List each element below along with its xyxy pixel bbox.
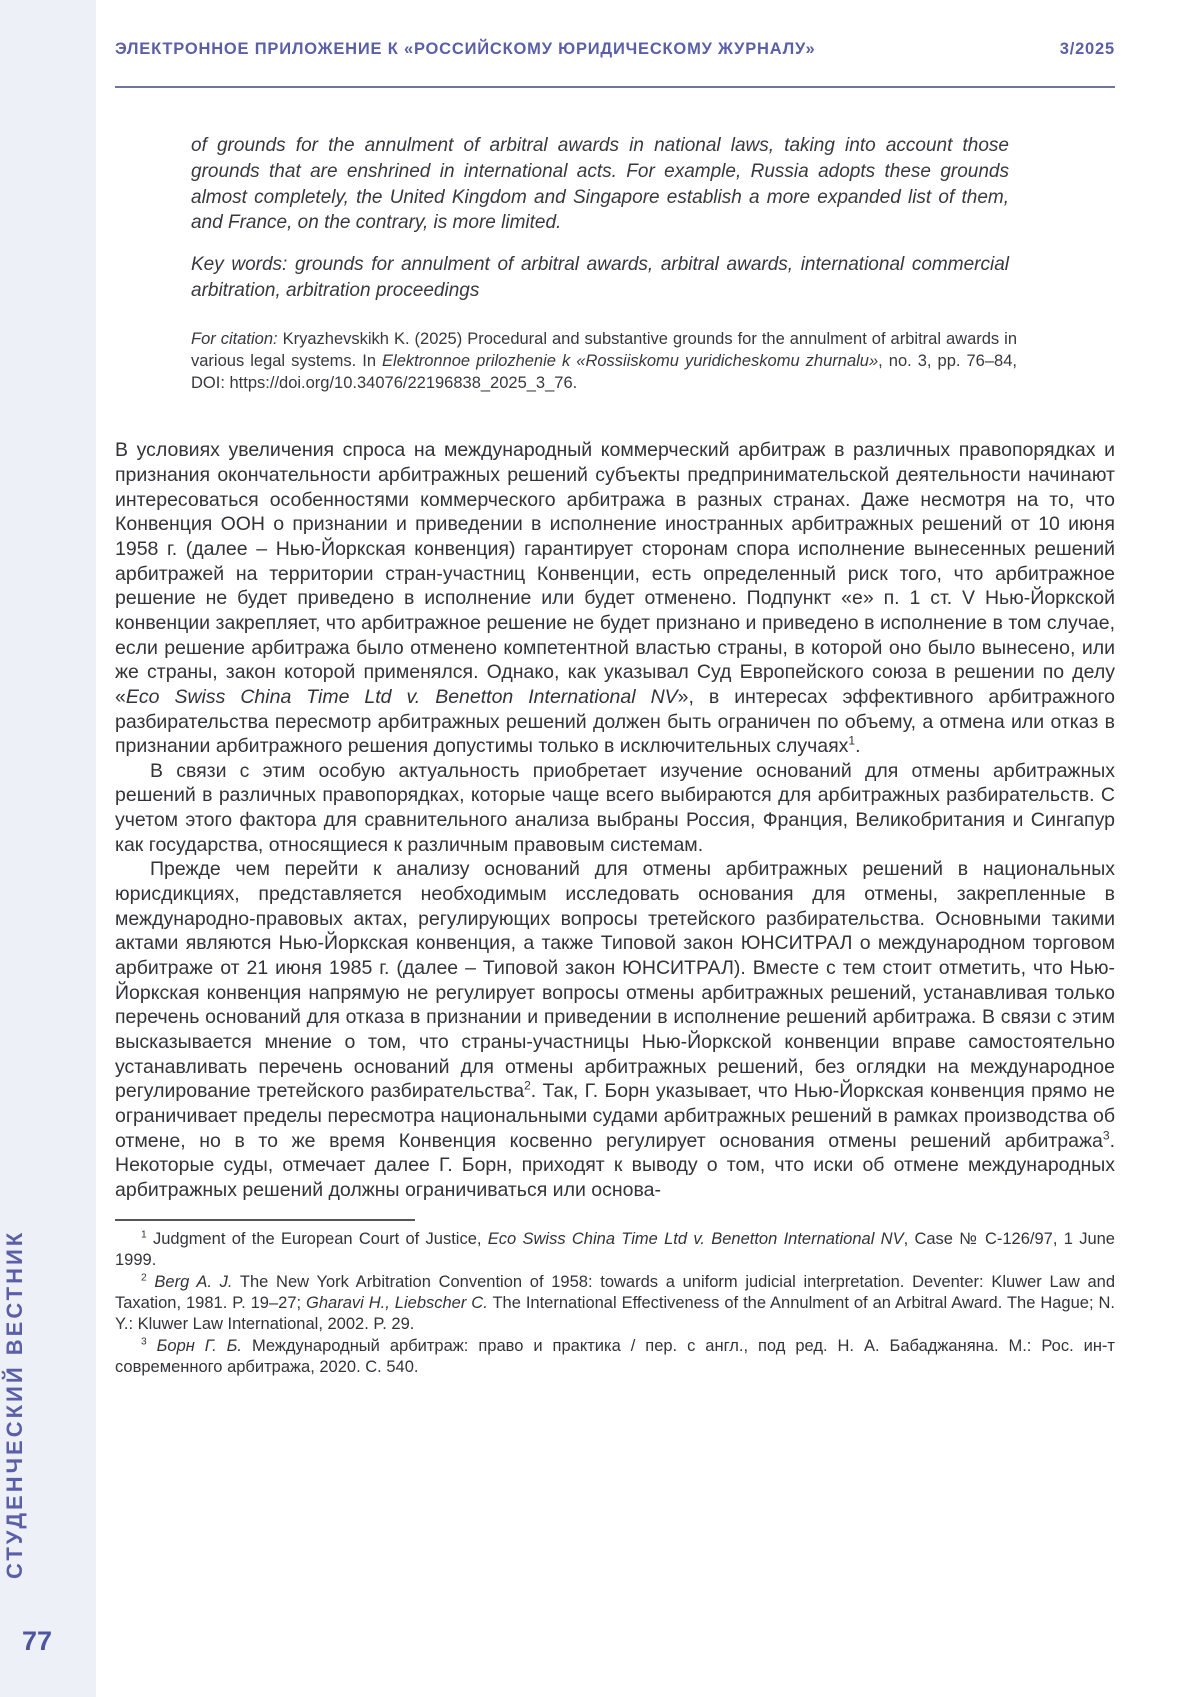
body-paragraph-2: В связи с этим особую актуальность приобретает изучение оснований для отмены арбитражных решений в различных правопорядках, которые чаще всего выбираются для арбитражных разбирательств. С учетом этого фактора для сравнительного анализа выбраны Россия, Франция, Великобритания и Сингапур как государства, относящиеся к различным правовым системам.: [115, 759, 1115, 856]
journal-title: ЭЛЕКТРОННОЕ ПРИЛОЖЕНИЕ К «РОССИЙСКОМУ ЮРИДИЧЕСКОМУ ЖУРНАЛУ»: [115, 40, 816, 58]
page-header: [115, 40, 1115, 59]
article-body: [115, 438, 1115, 1202]
abstract-text: of grounds for the annulment of arbitral awards in national laws, taking into account those grounds that are enshrined in international acts. For example, Russia adopts these grounds almost completely, the United Kingdom and Singapore establish a more expanded list of them, and France, on the contrary, is more limited.: [191, 135, 1009, 234]
citation-text: For citation: Kryazhevskikh K. (2025) Procedural and substantive grounds for the annulment of arbitral awards in various legal systems. In Elektronnoe prilozhenie k «Rossiiskomu yuridicheskomu zhurnalu», no. 3, pp. 76–84, DOI: https://doi.org/10.34076/22196838_2025_3_76.: [191, 329, 1017, 393]
section-label-vertical: СТУДЕНЧЕСКИЙ ВЕСТНИК: [2, 1229, 27, 1579]
footnote-1: $^1$ Judgment of the European Court of Justice, Eco Swiss China Time Ltd v. Benetton International NV, Case № C-126/97, 1 June 1999.: [115, 1229, 1115, 1270]
body-paragraph-3: Прежде чем перейти к анализу оснований для отмены арбитражных решений в национальных юрисдикциях, представляется необходимым исследовать основания для отмены, закрепленные в международно-правовых актах, регулирующих вопросы третейского разбирательства. Основными такими актами являются Нью-Йоркская конвенция, а также Типовой закон ЮНСИТРАЛ о международном торговом арбитраже от 21 июня 1985 г. (далее – Типовой закон ЮНСИТРАЛ). Вместе с тем стоит отметить, что Нью-Йоркская конвенция напрямую не регулирует вопросы отмены арбитражных решений, устанавливая только перечень оснований для отказа в признании и приведении в исполнение решений арбитража. В связи с этим высказывается мнение о том, что страны-участницы Нью-Йоркской конвенции вправе самостоятельно устанавливать перечень оснований для отмены арбитражных решений, без оглядки на международное регулирование третейского разбирательства$^2$. Так, Г. Борн указывает, что Нью-Йоркская конвенция прямо не ограничивает пределы пересмотра национальными судами арбитражных решений в рамках производства об отмене, но в то же время Конвенция косвенно регулирует основания отмены решений арбитража$^3$. Некоторые суды, отмечает далее Г. Борн, приходят к выводу о том, что иски об отмене международных арбитражных решений должны ограничиваться или основа-: [115, 858, 1115, 1201]
header-rule: [115, 86, 1115, 88]
footnote-2: $^2$ Berg A. J. The New York Arbitration Convention of 1958: towards a uniform judicial interpretation. Deventer: Kluwer Law and Taxation, 1981. P. 19–27; Gharavi H., Liebscher C. The International Effectiveness of the Annulment of an Arbitral Award. The Hague; N. Y.: Kluwer Law International, 2002. P. 29.: [115, 1272, 1115, 1334]
issue-number: 3/2025: [1059, 40, 1115, 58]
footnote-divider: [115, 1219, 415, 1221]
keywords-text: Key words: grounds for annulment of arbitral awards, arbitral awards, international commercial arbitration, arbitration proceedings: [191, 254, 1009, 302]
body-paragraph-1: В условиях увеличения спроса на международный коммерческий арбитраж в различных правопорядках и признания окончательности арбитражных решений субъекты предпринимательской деятельности начинают интересоваться особенностями коммерческого арбитража в разных странах. Даже несмотря на то, что Конвенция ООН о признании и приведении в исполнение иностранных арбитражных решений от 10 июня 1958 г. (далее – Нью-Йоркская конвенция) гарантирует сторонам спора исполнение вынесенных решений арбитражей на территории стран-участниц Конвенции, есть определенный риск того, что арбитражное решение не будет приведено в исполнение или будет отменено. Подпункт «е» п. 1 ст. V Нью-Йоркской конвенции закрепляет, что арбитражное решение не будет признано и приведено в исполнение в том случае, если решение арбитража было отменено компетентной властью страны, в которой оно было вынесено, или же страны, закон которой применялся. Однако, как указывал Суд Европейского союза в решении по делу «Eco Swiss China Time Ltd v. Benetton International NV», в интересах эффективного арбитражного разбирательства пересмотр арбитражных решений должен быть ограничен по объему, а отмена или отказ в признании арбитражного решения допустимы только в исключительных случаях$^1$.: [115, 439, 1115, 758]
footnote-3: $^3$ Борн Г. Б. Международный арбитраж: право и практика / пер. с англ., под ред. Н. А. Бабаджаняна. М.: Рос. ин-т современного арбитража, 2020. С. 540.: [115, 1336, 1115, 1377]
article-content: [115, 125, 1115, 1379]
footnotes-block: [115, 1229, 1115, 1379]
page-number: 77: [22, 1626, 53, 1656]
